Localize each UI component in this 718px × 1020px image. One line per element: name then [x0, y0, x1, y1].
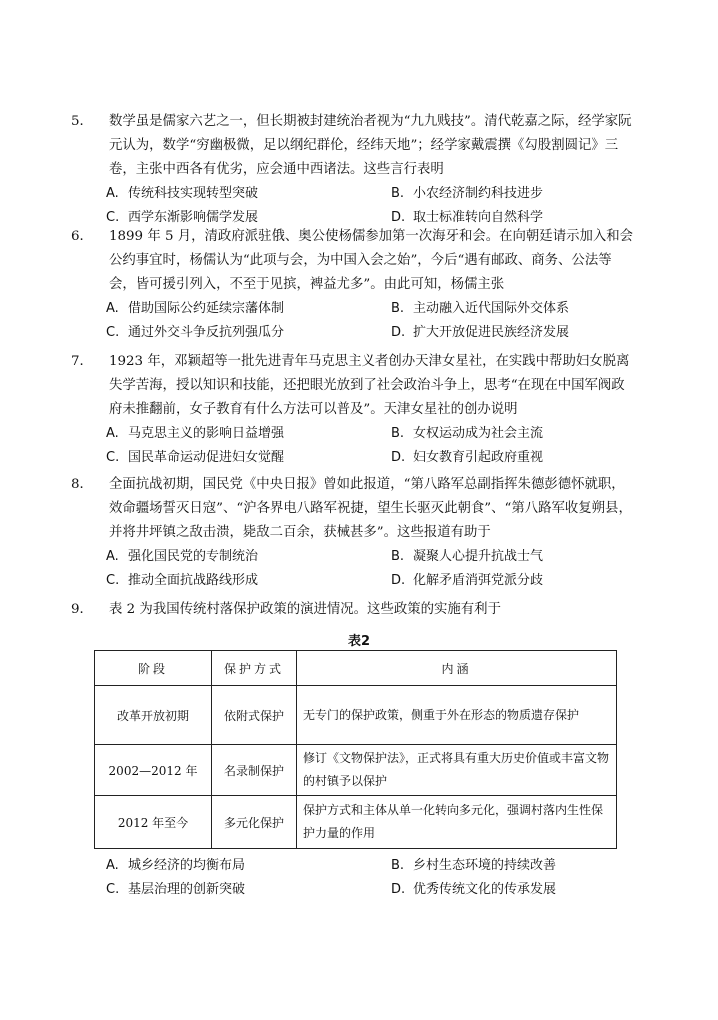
option-c[interactable]: C. 西学东渐影响儒学发展 [106, 210, 259, 225]
question-stem [71, 350, 635, 422]
option-list [90, 545, 635, 593]
table-row [95, 686, 617, 745]
question-number: 6． [71, 229, 93, 244]
question-6 [71, 225, 635, 345]
question-9-options [90, 854, 635, 902]
option-b[interactable]: B. 乡村生态环境的持续改善 [391, 858, 557, 873]
question-number: 9． [71, 602, 93, 617]
option-a[interactable]: A. 借助国际公约延续宗藩体制 [106, 301, 285, 316]
question-text: 数学虽是儒家六艺之一，但长期被封建统治者视为“九九贱技”。清代乾嘉之际，经学家阮元认为，数学“穷幽极微，足以纲纪群伦，经纬天地”；经学家戴震撰《勾股割圆记》三卷，主张中西各有优劣，应会通中西诸法。这些言行表明 [109, 114, 632, 177]
option-c[interactable]: C. 国民革命运动促进妇女觉醒 [106, 450, 285, 465]
option-b[interactable]: B. 小农经济制约科技进步 [391, 186, 544, 201]
option-list [90, 182, 635, 230]
option-list [90, 854, 635, 902]
question-text: 1899 年 5 月，清政府派驻俄、奥公使杨儒参加第一次海牙和会。在向朝廷请示加入和会公约事宜时，杨儒认为“此项与会，为中国入会之始”，今后“遇有邮政、商务、公法等会，皆可援引列入，不至于见摈，裨益尤多”。由此可知，杨儒主张 [109, 229, 634, 292]
question-number: 7． [71, 354, 93, 369]
option-list [90, 297, 635, 345]
question-5 [71, 110, 635, 230]
question-8 [71, 473, 635, 593]
option-c[interactable]: C. 基层治理的创新突破 [106, 882, 246, 897]
question-stem [71, 225, 635, 297]
question-stem [71, 110, 635, 182]
option-c[interactable]: C. 推动全面抗战路线形成 [106, 573, 259, 588]
table-header-content: 内涵 [297, 651, 617, 686]
table-header-row [95, 651, 617, 686]
table-header-stage: 阶段 [95, 651, 212, 686]
option-a[interactable]: A. 传统科技实现转型突破 [106, 186, 259, 201]
question-stem [71, 473, 635, 545]
question-number: 5． [71, 114, 93, 129]
option-d[interactable]: D. 妇女教育引起政府重视 [391, 450, 544, 465]
option-b[interactable]: B. 凝聚人心提升抗战士气 [391, 549, 544, 564]
table-cell: 2012 年至今 [95, 796, 212, 849]
question-number: 8． [71, 477, 93, 492]
option-b[interactable]: B. 女权运动成为社会主流 [391, 426, 544, 441]
table-cell: 依附式保护 [212, 686, 297, 745]
option-b[interactable]: B. 主动融入近代国际外交体系 [391, 301, 570, 316]
question-7 [71, 350, 635, 470]
option-d[interactable]: D. 取士标准转向自然科学 [391, 210, 544, 225]
table-cell: 2002—2012 年 [95, 745, 212, 796]
table-cell: 无专门的保护政策，侧重于外在形态的物质遗存保护 [297, 686, 617, 745]
table-row [95, 745, 617, 796]
policy-table [94, 650, 617, 849]
table-cell: 修订《文物保护法》，正式将具有重大历史价值或丰富文物的村镇予以保护 [297, 745, 617, 796]
option-a[interactable]: A. 城乡经济的均衡布局 [106, 858, 246, 873]
table-cell: 名录制保护 [212, 745, 297, 796]
table-cell: 多元化保护 [212, 796, 297, 849]
option-a[interactable]: A. 马克思主义的影响日益增强 [106, 426, 285, 441]
table-cell: 改革开放初期 [95, 686, 212, 745]
table-caption: 表2 [347, 634, 371, 649]
question-9 [71, 598, 635, 622]
option-d[interactable]: D. 化解矛盾消弭党派分歧 [391, 573, 544, 588]
table-row [95, 796, 617, 849]
question-text: 全面抗战初期，国民党《中央日报》曾如此报道，“第八路军总副指挥朱德彭德怀就职，效命疆场誓灭日寇”、“沪各界电八路军祝捷，望生长驱灭此朝食”、“第八路军收复朔县，并将井坪镇之敌击溃，毙敌二百余，获械甚多”。这些报道有助于 [109, 477, 632, 540]
question-text: 表 2 为我国传统村落保护政策的演进情况。这些政策的实施有利于 [109, 602, 501, 617]
question-text: 1923 年，邓颖超等一批先进青年马克思主义者创办天津女星社，在实践中帮助妇女脱离失学苦海，授以知识和技能，还把眼光放到了社会政治斗争上，思考“在现在中国军阀政府未推翻前，女子教育有什么方法可以普及”。天津女星社的创办说明 [109, 354, 630, 417]
option-a[interactable]: A. 强化国民党的专制统治 [106, 549, 259, 564]
option-c[interactable]: C. 通过外交斗争反抗列强瓜分 [106, 325, 285, 340]
option-list [90, 422, 635, 470]
question-stem [71, 598, 635, 622]
table-header-method: 保护方式 [212, 651, 297, 686]
table-cell: 保护方式和主体从单一化转向多元化，强调村落内生性保护力量的作用 [297, 796, 617, 849]
option-d[interactable]: D. 扩大开放促进民族经济发展 [391, 325, 570, 340]
option-d[interactable]: D. 优秀传统文化的传承发展 [391, 882, 557, 897]
